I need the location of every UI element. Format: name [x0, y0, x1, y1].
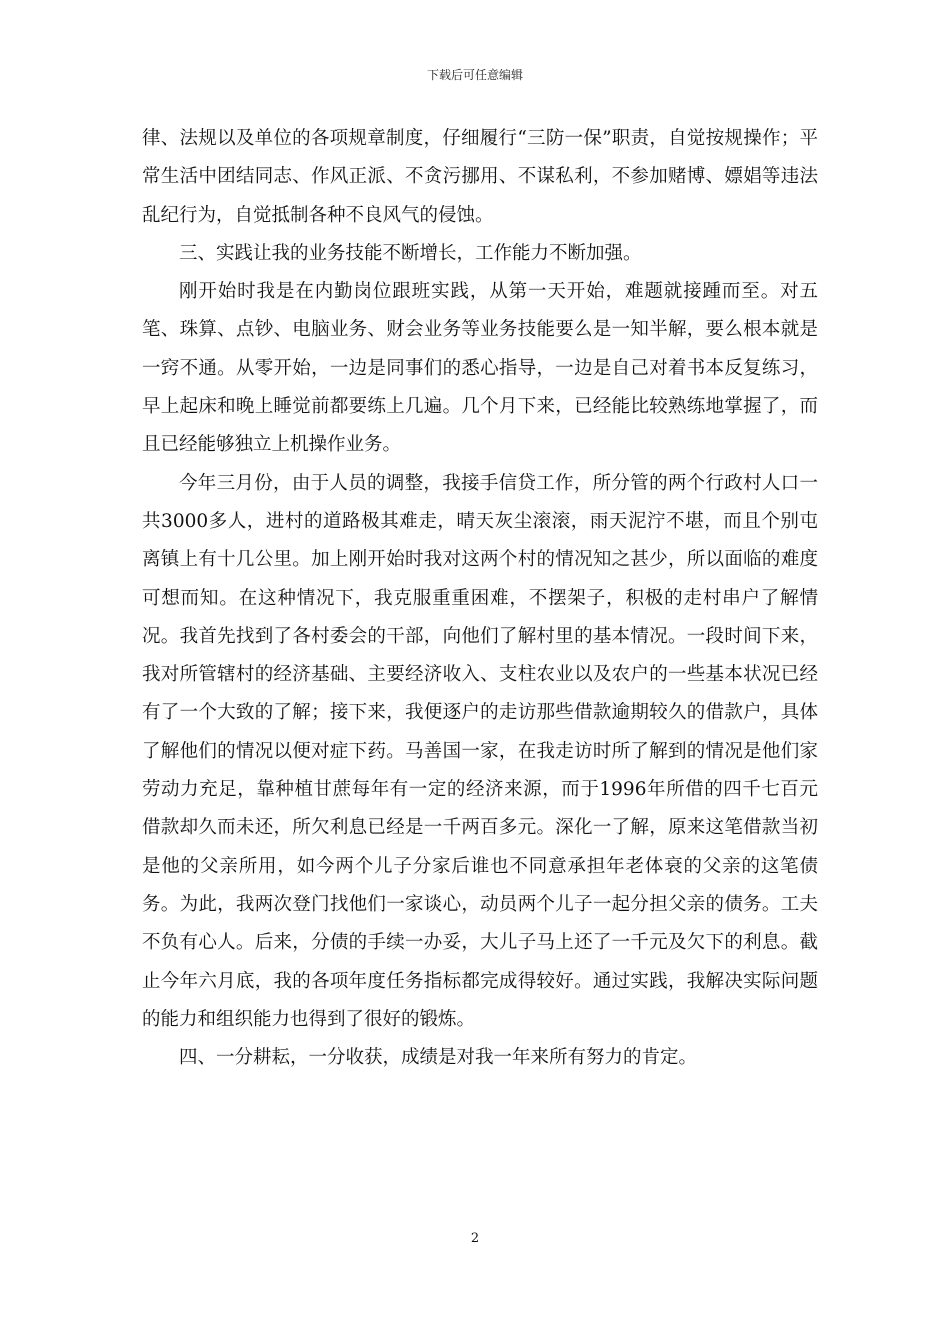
paragraph-credit-work: 今年三月份，由于人员的调整，我接手信贷工作，所分管的两个行政村人口一共3000多人，进村的道路极其难走，晴天灰尘滚滚，雨天泥泞不堪，而且个别屯离镇上有十几公里。加上刚开始时我对这两个村的情况知之甚少，所以面临的难度可想而知。在这种情况下，我克服重重困难，不摆架子，积极的走村串户了解情况。我首先找到了各村委会的干部，向他们了解村里的基本情况。一段时间下来，我对所管辖村的经济基础、主要经济收入、支柱农业以及农户的一些基本状况已经有了一个大致的了解；接下来，我便逐户的走访那些借款逾期较久的借款户，具体了解他们的情况以便对症下药。马善国一家，在我走访时所了解到的情况是他们家劳动力充足，靠种植甘蔗每年有一定的经济来源，而于1996年所借的四千七百元借款却久而未还，所欠利息已经是一千两百多元。深化一了解，原来这笔借款当初是他的父亲所用，如今两个儿子分家后谁也不同意承担年老体衰的父亲的这笔债务。为此，我两次登门找他们一家谈心，动员两个儿子一起分担父亲的债务。工夫不负有心人。后来，分债的手续一办妥，大儿子马上还了一千元及欠下的利息。截止今年六月底，我的各项年度任务指标都完成得较好。通过实践，我解决实际问题的能力和组织能力也得到了很好的锻炼。 — [142, 472, 818, 1030]
page-number: 2 — [470, 1231, 480, 1246]
document-body — [142, 120, 818, 1077]
page-header: 下载后可任意编辑 — [426, 68, 523, 82]
paragraph-continuation: 律、法规以及单位的各项规章制度，仔细履行“三防一保”职责，自觉按规操作；平常生活中团结同志、作风正派、不贪污挪用、不谋私利，不参加赌博、嫖娼等违法乱纪行为，自觉抵制各种不良风气的侵蚀。 — [142, 128, 818, 226]
paragraph-internal-practice: 刚开始时我是在内勤岗位跟班实践，从第一天开始，难题就接踵而至。对五笔、珠算、点钞、电脑业务、财会业务等业务技能要么是一知半解，要么根本就是一窍不通。从零开始，一边是同事们的悉心指导，一边是自己对着书本反复练习，早上起床和晚上睡觉前都要练上几遍。几个月下来，已经能比较熟练地掌握了，而且已经能够独立上机操作业务。 — [142, 281, 818, 456]
section-heading-three: 三、实践让我的业务技能不断增长，工作能力不断加强。 — [179, 242, 642, 264]
section-heading-four: 四、一分耕耘，一分收获，成绩是对我一年来所有努力的肯定。 — [179, 1047, 698, 1069]
